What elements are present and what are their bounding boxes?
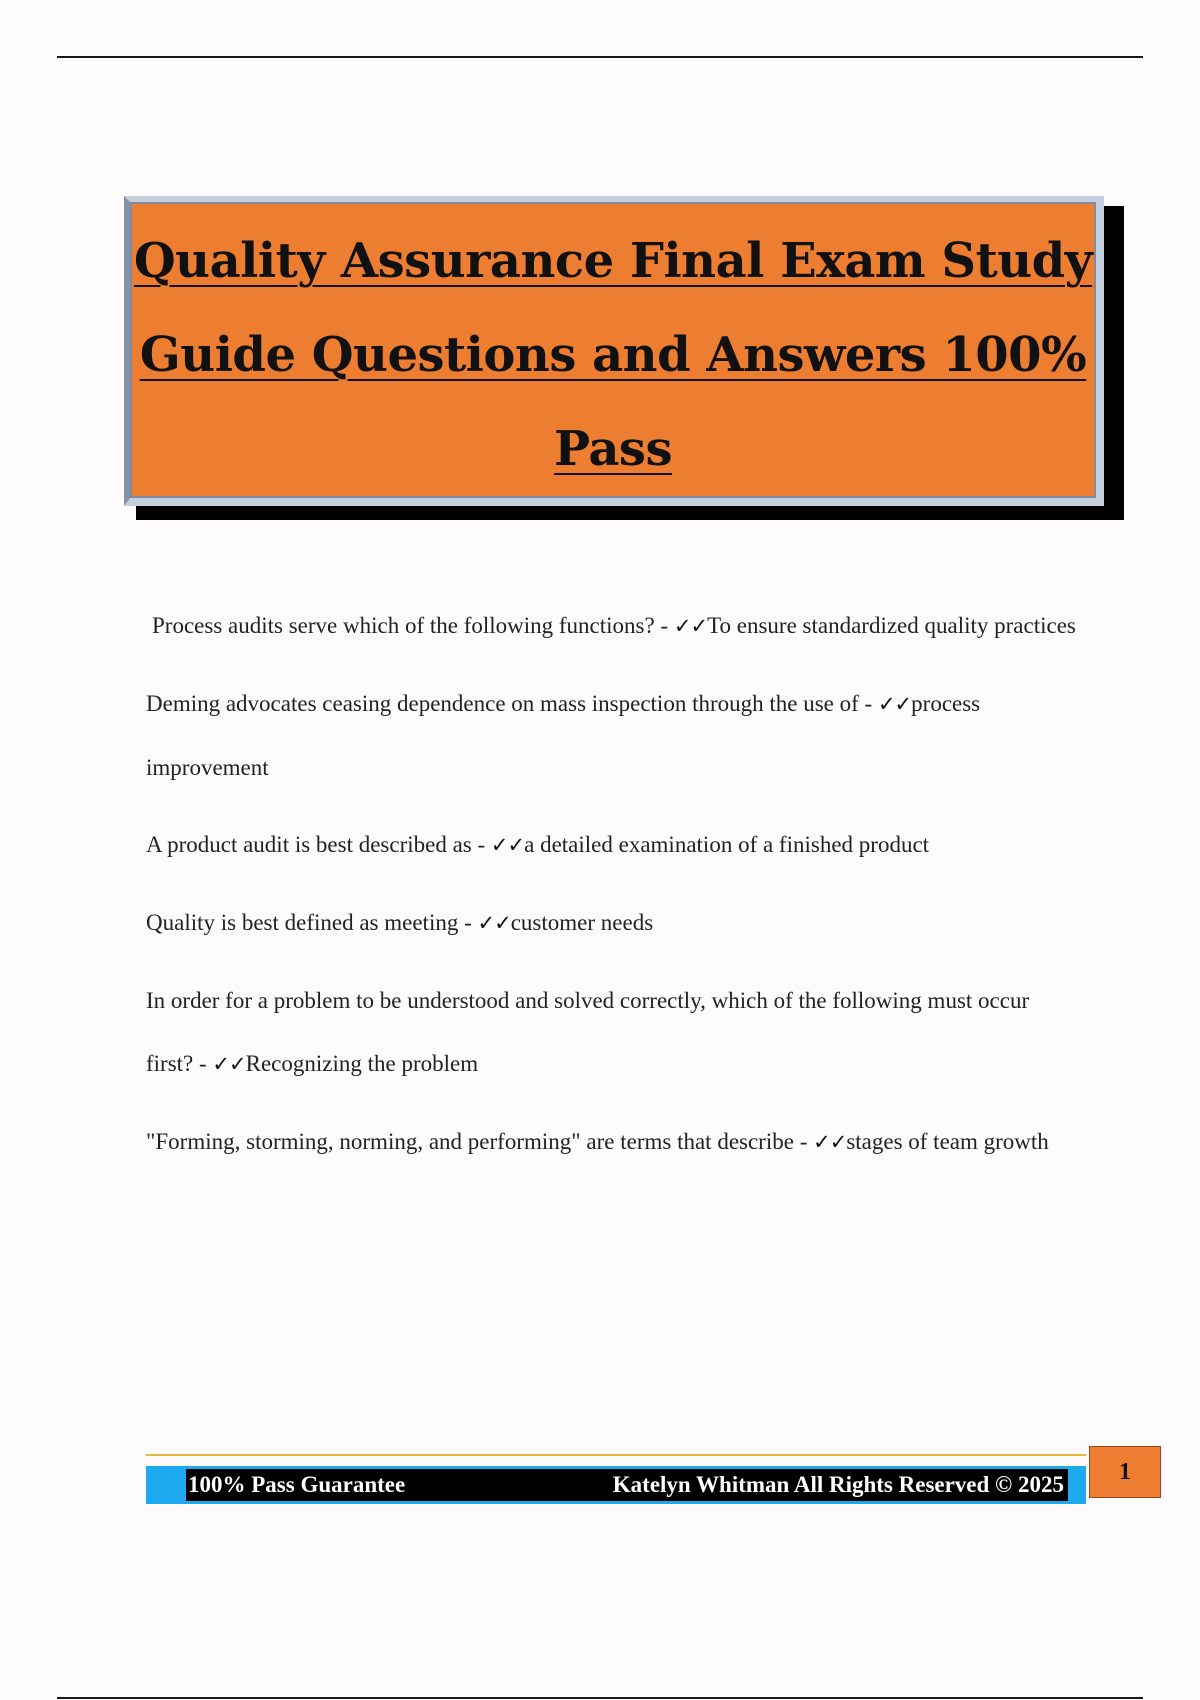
double-check-icon: ✓✓ bbox=[212, 1052, 246, 1076]
footer-copyright-text: Katelyn Whitman All Rights Reserved © 2025 bbox=[612, 1472, 1064, 1497]
question-text: Deming advocates ceasing dependence on mass inspection through the use of - bbox=[146, 691, 878, 716]
title-banner bbox=[124, 196, 1104, 506]
qa-item bbox=[146, 813, 1076, 877]
question-text: A product audit is best described as - bbox=[146, 832, 491, 857]
double-check-icon: ✓✓ bbox=[877, 692, 912, 716]
footer-bar bbox=[146, 1466, 1086, 1504]
answer-text: Recognizing the problem bbox=[245, 1051, 479, 1076]
double-check-icon: ✓✓ bbox=[813, 1130, 847, 1154]
title-line-2: Guide Questions and Answers 100% bbox=[139, 327, 1087, 383]
qa-item bbox=[146, 969, 1076, 1096]
title-line-1: Quality Assurance Final Exam Study bbox=[133, 233, 1093, 289]
page-number: 1 bbox=[1089, 1446, 1161, 1498]
question-text: "Forming, storming, norming, and performing" are terms that describe - bbox=[146, 1129, 814, 1154]
double-check-icon: ✓✓ bbox=[673, 614, 708, 638]
top-rule bbox=[57, 56, 1143, 58]
answer-text: To ensure standardized quality practices bbox=[707, 613, 1076, 638]
qa-item bbox=[146, 672, 1076, 799]
answer-text: stages of team growth bbox=[846, 1129, 1049, 1154]
answer-text: customer needs bbox=[510, 910, 654, 935]
question-text: In order for a problem to be understood and solved correctly, which of the following must occur first? - bbox=[146, 988, 1030, 1076]
double-check-icon: ✓✓ bbox=[477, 911, 511, 935]
title-line-3: Pass bbox=[554, 421, 672, 477]
question-text: Quality is best defined as meeting - bbox=[146, 910, 478, 935]
answer-text: process improvement bbox=[146, 691, 981, 780]
bottom-rule bbox=[57, 1697, 1143, 1699]
footer-divider bbox=[146, 1454, 1086, 1456]
answer-text: a detailed examination of a finished product bbox=[524, 832, 930, 857]
footer-guarantee-text: 100% Pass Guarantee bbox=[188, 1472, 406, 1497]
qa-item bbox=[146, 1110, 1076, 1174]
footer-inner bbox=[186, 1469, 1068, 1501]
question-text: Process audits serve which of the following functions? - bbox=[152, 613, 674, 638]
double-check-icon: ✓✓ bbox=[490, 833, 525, 857]
qa-item bbox=[146, 594, 1076, 658]
qa-list bbox=[146, 594, 1076, 1174]
qa-item bbox=[146, 891, 1076, 955]
